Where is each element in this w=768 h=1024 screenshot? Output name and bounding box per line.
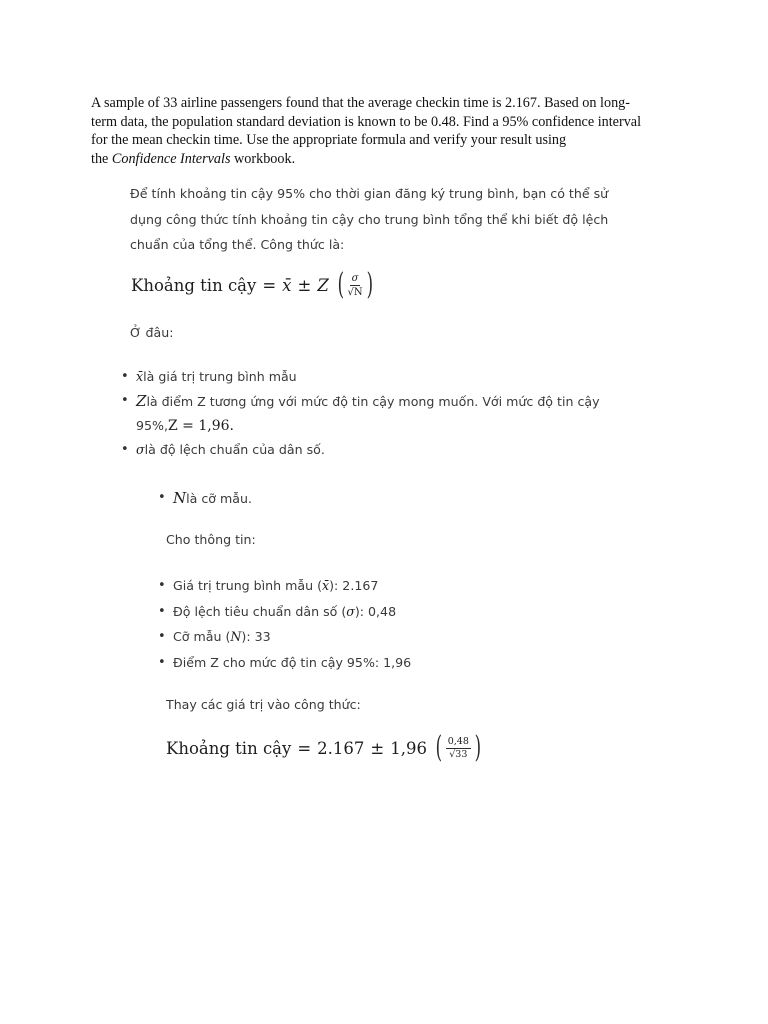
confidence-interval-formula <box>131 267 375 302</box>
definition-text: là điểm Z tương ứng với mức độ tin cậy mong muốn. Với mức độ tin cậy <box>146 394 600 409</box>
formula-xbar: x̄ <box>282 275 292 295</box>
fraction-denominator: √N <box>347 286 363 298</box>
list-item <box>158 486 252 511</box>
answer-intro <box>130 181 650 258</box>
fraction-numerator: σ <box>351 272 359 284</box>
symbol-n: N <box>173 489 187 507</box>
definition-list <box>121 365 621 462</box>
formula-lhs: Khoảng tin cậy <box>131 275 257 295</box>
fraction-denominator: √33 <box>449 748 468 760</box>
intro-line: dụng công thức tính khoảng tin cậy cho trung bình tổng thể khi biết độ lệch <box>130 211 609 227</box>
symbol-z: Z <box>136 392 147 410</box>
z-value: Z = 1,96. <box>168 418 234 434</box>
symbol-xbar: x̄ <box>322 578 330 593</box>
bullet: • <box>158 603 166 619</box>
formula-open-paren: ( <box>435 730 443 765</box>
problem-statement <box>91 94 686 168</box>
intro-line: chuẩn của tổng thể. Công thức là: <box>130 237 345 252</box>
formula-open-paren: ( <box>337 267 344 302</box>
bullet: • <box>121 442 129 457</box>
symbol-n: N <box>230 629 242 645</box>
bullet: • <box>121 393 129 408</box>
given-label-text: Độ lệch tiêu chuẩn dân số ( <box>173 603 347 619</box>
fraction-numerator: 0,48 <box>447 735 469 747</box>
given-list <box>158 573 578 675</box>
bullet: • <box>158 578 166 593</box>
formula-fraction <box>348 273 363 298</box>
list-item <box>158 650 578 676</box>
given-value: ): 33 <box>241 629 271 645</box>
bullet: • <box>158 490 166 505</box>
problem-line: A sample of 33 airline passengers found that the average checkin time is 2.167. Based on long- <box>91 95 630 111</box>
definition-text: là cỡ mẫu. <box>186 491 252 506</box>
given-value: ): 0,48 <box>354 603 397 619</box>
formula-pm: ± <box>297 275 312 295</box>
formula-fraction <box>446 737 471 760</box>
bullet: • <box>121 369 129 384</box>
list-item <box>121 389 621 438</box>
given-label-text: Cỡ mẫu ( <box>173 629 231 645</box>
substituted-formula <box>166 730 484 765</box>
given-label: Cho thông tin: <box>166 532 256 547</box>
problem-line: for the mean checkin time. Use the appropriate formula and verify your result using <box>91 132 567 148</box>
symbol-sigma: σ <box>346 603 355 619</box>
list-item <box>158 599 578 625</box>
given-label-text: Điểm Z cho mức độ tin cậy 95%: 1,96 <box>173 654 412 670</box>
confidence-level: 95%, <box>136 418 168 433</box>
formula-close-paren: ) <box>474 730 481 765</box>
definition-text: là giá trị trung bình mẫu <box>143 369 297 384</box>
list-item <box>158 624 578 650</box>
problem-last-prefix: the <box>91 150 112 167</box>
formula-close-paren: ) <box>366 267 373 302</box>
symbol-sigma: σ <box>136 442 145 457</box>
where-label: Ở đâu: <box>130 325 174 340</box>
problem-last-suffix: workbook. <box>230 150 296 167</box>
intro-line: Để tính khoảng tin cậy 95% cho thời gian đăng ký trung bình, bạn có thể sử <box>130 186 609 201</box>
bullet: • <box>158 654 166 670</box>
substitution-label: Thay các giá trị vào công thức: <box>166 697 361 712</box>
given-value: ): 2.167 <box>329 578 379 593</box>
bullet: • <box>158 629 166 645</box>
formula-mean: 2.167 <box>317 738 365 758</box>
formula-z: 1,96 <box>390 738 427 758</box>
problem-line: term data, the population standard deviation is known to be 0.48. Find a 95% confidence interval <box>91 113 642 130</box>
formula-equals: = <box>262 275 277 295</box>
formula-z: Z <box>317 275 329 295</box>
list-item <box>158 573 578 599</box>
list-item <box>121 438 621 462</box>
given-label-text: Giá trị trung bình mẫu ( <box>173 578 323 593</box>
workbook-name: Confidence Intervals <box>111 150 231 167</box>
formula-lhs: Khoảng tin cậy <box>166 738 292 758</box>
definition-text: là độ lệch chuẩn của dân số. <box>144 442 325 457</box>
formula-pm: ± <box>370 738 385 758</box>
formula-equals: = <box>297 738 312 758</box>
symbol-xbar: x̄ <box>136 369 144 384</box>
problem-line-last <box>91 150 686 169</box>
list-item <box>121 365 621 389</box>
